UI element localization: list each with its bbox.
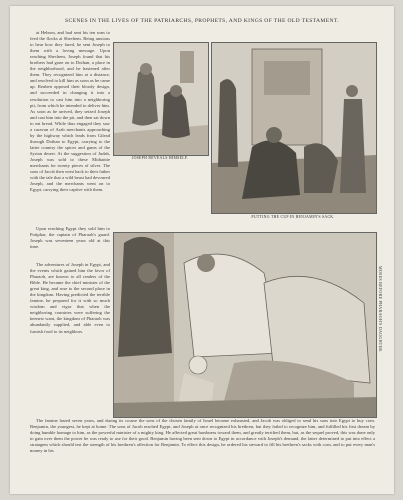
paragraph: at Hebron, and had sent his ten sons to feed the flocks at Shechem. Being anxious to hear how they fared, he sent Joseph to them with a loving message. Upon reaching Shechem, Joseph found that his brothers had gone on to Dothan, a place in the neighborhood, and he hastened after them. They recognized him at a distance, and resolved to kill him as soon as he came up. Reuben opposed their bloody design, and succeeded in changing it into a resolution to cast him into a neighboring pit, from which he intended to deliver him. As soon as he arrived, they seized Joseph and cast him into the pit, and then sat down to eat bread. While thus engaged they saw a caravan of Arab merchants approaching by the highway which leads from Gilead through Dothan to Egypt, carrying to the latter country the spices and gums of the Syrian desert. At the suggestion of Judah, Joseph was sold to these Midianite merchants for twenty pieces of silver. The sons of Jacob then went back to their father with the tale that a wild beast had devoured Joseph, and the merchants went on to Egypt, carrying their captive with them.: [30, 30, 110, 193]
book-page: [10, 6, 394, 494]
caption-cup: PUTTING THE CUP IN BENJAMIN'S SACK.: [251, 215, 335, 219]
engraving-joseph-art: [114, 43, 208, 155]
paragraph: The adventures of Joseph in Egypt, and the events which gained him the favor of Pharaoh, are known to all readers of the Bible. He became the chief minister of the great king, and rose to the second place in the kingdom. Having predicted the terrible famine, he prepared for it with so much wisdom and vigor that when the neighboring countries were suffering the keenest want, the kingdom of Pharaoh was abundantly supplied, and able even to furnish food to its neighbors.: [30, 262, 110, 334]
caption-joseph: JOSEPH REVEALS HIMSELF.: [131, 156, 189, 160]
engraving-moses-art: [114, 233, 376, 417]
text-column-mid-2: [30, 262, 110, 418]
engraving-moses: [113, 232, 377, 418]
page-header: SCENES IN THE LIVES OF THE PATRIARCHS, PROPHETS, AND KINGS OF THE OLD TESTAMENT.: [65, 18, 339, 24]
engraving-cup-sack: [211, 42, 377, 214]
caption-moses: MOSES BEFORE PHARAOH'S DAUGHTER.: [378, 266, 383, 353]
paragraph: The famine lasted seven years, and during its course the sons of the chosen family of Israel became exhausted, and Jacob was obliged to send his sons into Egypt to buy corn. Benjamin, the youngest, he kept at home. The sons of Jacob reached Egypt, and Joseph at once recognized his brethren, but they failed to recognize him, and fulfilled his first dream by doing humble homage to him, as the powerful minister of a mighty king. He affected great harshness toward them, and greatly terrified them, but, as the sequel proved, this was done only to gain over them the power he was ready to use for their good. Benjamin having been sent down to Egypt in accordance with Joseph's demand, the latter determined to put into effect a stratagem which should test the strength of his brethren's affection for Benjamin. To effect this design, he ordered his steward to fill his brethren's sacks with corn, and to put every man's money in his: [30, 418, 375, 454]
text-column-bottom: [30, 418, 375, 484]
engraving-cup-art: [212, 43, 376, 213]
paragraph: Upon reaching Egypt they sold him to Potiphar, the captain of Pharaoh's guard. Joseph was seventeen years old at this time.: [30, 226, 110, 250]
text-column-mid-1: [30, 226, 110, 262]
engraving-joseph-reveals: [113, 42, 209, 156]
text-column-top: [30, 30, 110, 226]
